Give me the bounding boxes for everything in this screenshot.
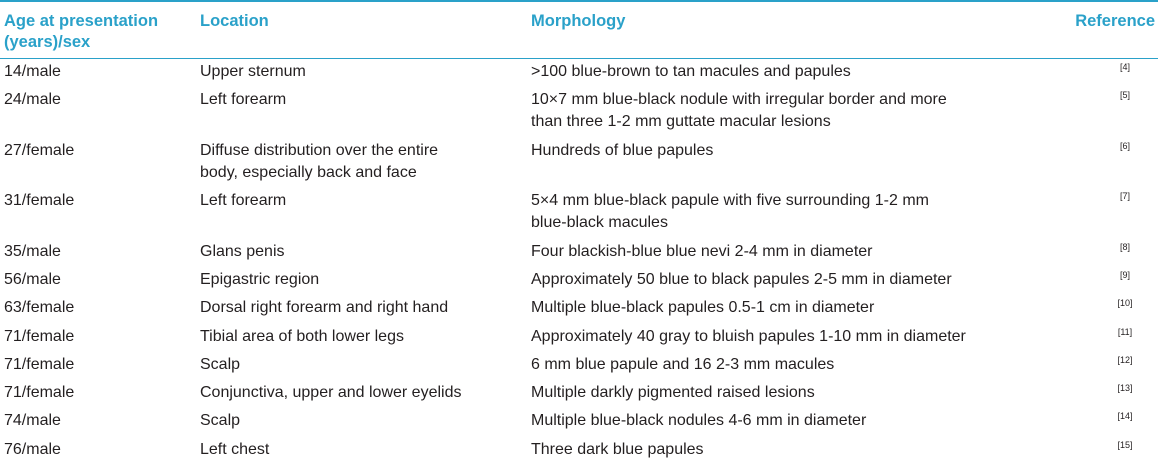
location-cell: Left chest <box>200 441 270 458</box>
reference-cell: [9] <box>1119 270 1130 280</box>
header-reference: Reference <box>1075 12 1155 30</box>
location-cell-line-2: body, especially back and face <box>200 164 417 181</box>
header-location: Location <box>200 12 269 30</box>
morphology-cell: Three dark blue papules <box>531 441 704 458</box>
header-morphology: Morphology <box>531 12 626 30</box>
morphology-cell: Approximately 50 blue to black papules 2-5 mm in diameter <box>531 271 952 288</box>
age-sex-cell: 24/male <box>4 91 61 108</box>
morphology-cell-line-2: than three 1-2 mm guttate macular lesions <box>531 113 831 130</box>
reference-cell: [14] <box>1117 411 1133 421</box>
age-sex-cell: 71/female <box>4 356 75 373</box>
morphology-cell: Approximately 40 gray to bluish papules 1-10 mm in diameter <box>531 328 966 345</box>
location-cell: Epigastric region <box>200 271 320 288</box>
reference-cell: [10] <box>1117 298 1133 308</box>
morphology-cell: >100 blue-brown to tan macules and papules <box>531 63 851 80</box>
reference-cell: [13] <box>1117 383 1133 393</box>
reference-cell: [6] <box>1119 141 1130 151</box>
reference-cell: [7] <box>1119 191 1130 201</box>
age-sex-cell: 63/female <box>4 299 75 316</box>
age-sex-cell: 27/female <box>4 142 75 159</box>
table-top-rule <box>0 0 1158 2</box>
header-divider <box>0 58 1158 59</box>
age-sex-cell: 71/female <box>4 328 75 345</box>
age-sex-cell: 76/male <box>4 441 61 458</box>
morphology-cell: Multiple blue-black nodules 4-6 mm in diameter <box>531 412 867 429</box>
age-sex-cell: 31/female <box>4 192 75 209</box>
location-cell: Scalp <box>200 356 241 373</box>
reference-cell: [5] <box>1119 90 1130 100</box>
morphology-cell: Four blackish-blue blue nevi 2-4 mm in diameter <box>531 243 873 260</box>
location-cell: Left forearm <box>200 91 287 108</box>
morphology-cell: Multiple blue-black papules 0.5-1 cm in diameter <box>531 299 875 316</box>
morphology-cell: Multiple darkly pigmented raised lesions <box>531 384 815 401</box>
morphology-cell-line-2: blue-black macules <box>531 214 668 231</box>
header-age-sex: Age at presentation (years)/sex <box>4 12 159 51</box>
age-sex-cell: 71/female <box>4 384 75 401</box>
morphology-cell: Hundreds of blue papules <box>531 142 714 159</box>
age-sex-cell: 56/male <box>4 271 61 288</box>
age-sex-cell: 14/male <box>4 63 61 80</box>
location-cell: Left forearm <box>200 192 287 209</box>
location-cell: Scalp <box>200 412 241 429</box>
morphology-cell: 10×7 mm blue-black nodule with irregular border and more <box>531 91 947 108</box>
location-cell: Upper sternum <box>200 63 306 80</box>
location-cell: Diffuse distribution over the entire <box>200 142 439 159</box>
age-sex-cell: 35/male <box>4 243 61 260</box>
location-cell: Dorsal right forearm and right hand <box>200 299 449 316</box>
location-cell: Tibial area of both lower legs <box>200 328 404 345</box>
reference-cell: [15] <box>1117 440 1133 450</box>
age-sex-cell: 74/male <box>4 412 61 429</box>
morphology-cell: 6 mm blue papule and 16 2-3 mm macules <box>531 356 835 373</box>
morphology-cell: 5×4 mm blue-black papule with five surrounding 1-2 mm <box>531 192 929 209</box>
location-cell: Glans penis <box>200 243 285 260</box>
location-cell: Conjunctiva, upper and lower eyelids <box>200 384 462 401</box>
reference-cell: [4] <box>1119 62 1130 72</box>
reference-cell: [11] <box>1117 327 1133 337</box>
reference-cell: [8] <box>1119 242 1130 252</box>
reference-cell: [12] <box>1117 355 1133 365</box>
